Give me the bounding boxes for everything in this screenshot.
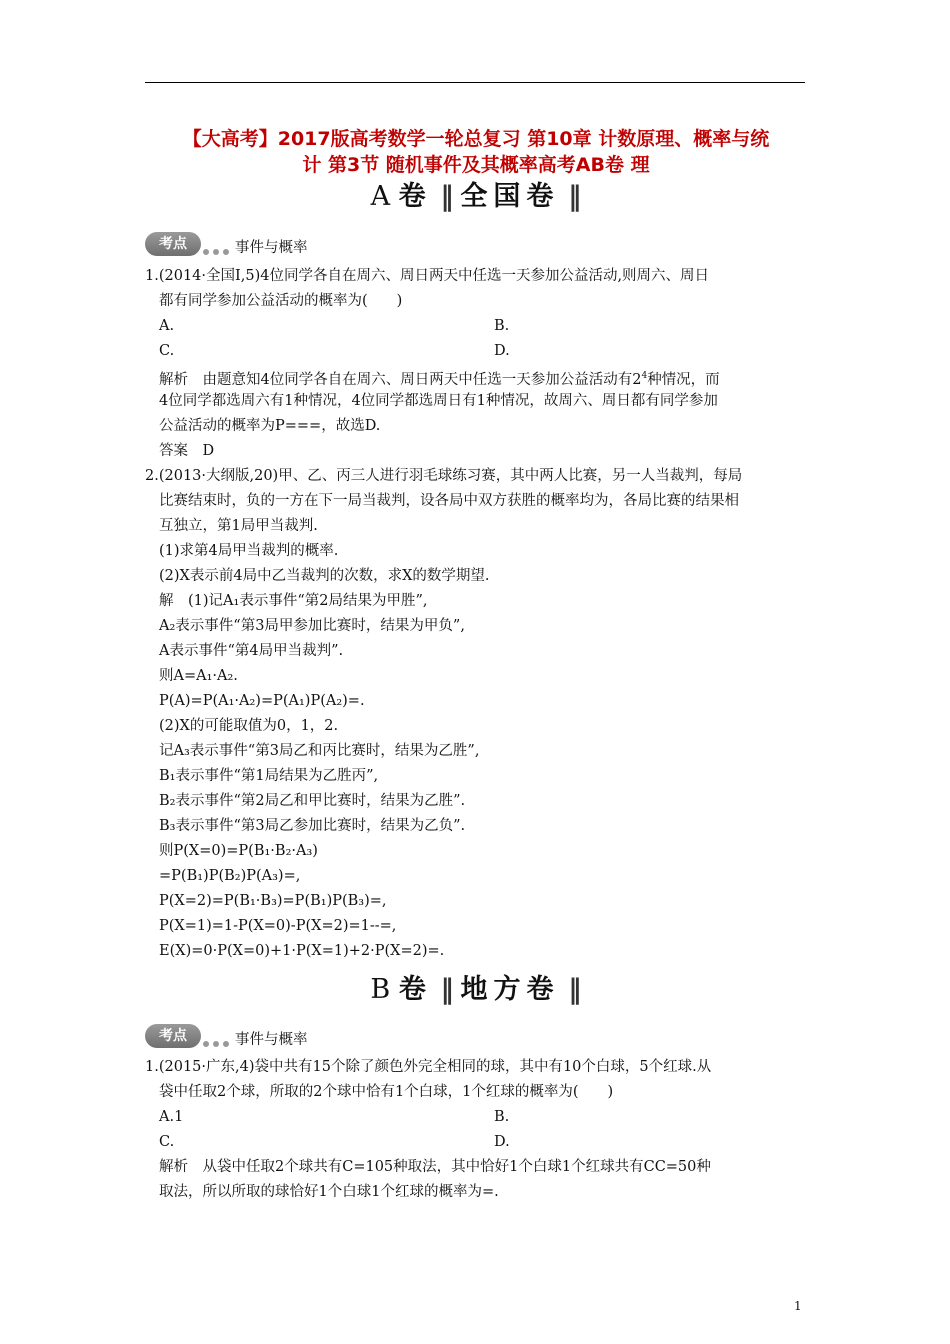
a2-line8: A表示事件“第4局甲当裁判”. bbox=[159, 643, 344, 659]
section-b-letter: B bbox=[370, 974, 391, 1005]
section-b-juan: 卷 bbox=[398, 974, 432, 1005]
a2-line12: 记A₃表示事件“第3局乙和丙比赛时，结果为乙胜”, bbox=[159, 743, 480, 759]
a2-line20: E(X)=0·P(X=0)+1·P(X=1)+2·P(X=2)=. bbox=[159, 943, 445, 959]
kaodian-topic: 事件与概率 bbox=[235, 1032, 308, 1048]
section-a-name: 全国卷 bbox=[460, 181, 560, 212]
a1-option-b: B. bbox=[494, 318, 510, 334]
section-b-name: 地方卷 bbox=[460, 974, 560, 1005]
kaodian-badge: 考点 bbox=[145, 1024, 201, 1048]
b1-option-b: B. bbox=[494, 1109, 510, 1125]
a2-line2: 比赛结束时，负的一方在下一局当裁判，设各局中双方获胜的概率均为，各局比赛的结果相 bbox=[159, 493, 739, 509]
page-number: 1 bbox=[794, 1299, 802, 1313]
a1-option-a: A. bbox=[159, 318, 175, 334]
a1-analysis-sup: 4 bbox=[641, 371, 648, 381]
b1-analysis-line2: 取法，所以所取的球恰好1个白球1个红球的概率为=. bbox=[159, 1184, 499, 1200]
a1-analysis-text: 解析 由题意知4位同学各自在周六、周日两天中任选一天参加公益活动有2 bbox=[159, 372, 642, 388]
a2-line18: P(X=2)=P(B₁·B₃)=P(B₁)P(B₃)=, bbox=[159, 893, 387, 909]
divider-bars-icon: ‖ bbox=[568, 974, 580, 1005]
a2-line19: P(X=1)=1-P(X=0)-P(X=2)=1--=, bbox=[159, 918, 397, 934]
a2-line1: 2.(2013·大纲版,20)甲、乙、丙三人进行羽毛球练习赛，其中两人比赛，另一人当裁判，每局 bbox=[145, 468, 743, 484]
document-title bbox=[145, 126, 807, 178]
kaodian-topic: 事件与概率 bbox=[235, 240, 308, 256]
a2-line11: (2)X的可能取值为0，1，2. bbox=[159, 718, 339, 734]
b1-option-d: D. bbox=[494, 1134, 510, 1150]
header-rule bbox=[145, 82, 805, 83]
kaodian-badge: 考点 bbox=[145, 232, 201, 256]
b1-stem-line1: 1.(2015·广东,4)袋中共有15个除了颜色外完全相同的球，其中有10个白球，5个红球.从 bbox=[145, 1059, 712, 1075]
a2-line10: P(A)=P(A₁·A₂)=P(A₁)P(A₂)=. bbox=[159, 693, 365, 709]
b1-stem-line2: 袋中任取2个球，所取的2个球中恰有1个白球，1个红球的概率为( ) bbox=[159, 1084, 614, 1100]
b1-option-c: C. bbox=[159, 1134, 175, 1150]
b1-option-a: A.1 bbox=[159, 1109, 184, 1125]
a2-line6: 解 (1)记A₁表示事件“第2局结果为甲胜”, bbox=[159, 593, 428, 609]
a2-line15: B₃表示事件“第3局乙参加比赛时，结果为乙负”. bbox=[159, 818, 466, 834]
a2-line14: B₂表示事件“第2局乙和甲比赛时，结果为乙胜”. bbox=[159, 793, 466, 809]
a1-analysis-line1 bbox=[159, 366, 720, 390]
a1-option-d: D. bbox=[494, 343, 510, 359]
a2-line16: 则P(X=0)=P(B₁·B₂·A₃) bbox=[159, 843, 318, 859]
divider-bars-icon: ‖ bbox=[440, 181, 452, 212]
a1-analysis-line2: 4位同学都选周六有1种情况，4位同学都选周日有1种情况，故周六、周日都有同学参加 bbox=[159, 393, 718, 409]
a2-line5: (2)X表示前4局中乙当裁判的次数，求X的数学期望. bbox=[159, 568, 490, 584]
b1-analysis-line1: 解析 从袋中任取2个球共有C=105种取法，其中恰好1个白球1个红球共有CC=50种 bbox=[159, 1159, 711, 1175]
a2-line7: A₂表示事件“第3局甲参加比赛时，结果为甲负”, bbox=[159, 618, 465, 634]
a2-line3: 互独立，第1局甲当裁判. bbox=[159, 518, 318, 534]
section-a-heading bbox=[145, 177, 805, 217]
section-a-letter: A bbox=[370, 181, 391, 212]
a1-stem-line1: 1.(2014·全国Ⅰ,5)4位同学各自在周六、周日两天中任选一天参加公益活动,则周六、周日 bbox=[145, 268, 710, 284]
a1-stem-line2: 都有同学参加公益活动的概率为( ) bbox=[159, 293, 403, 309]
a1-answer: 答案 D bbox=[159, 443, 215, 459]
a2-line4: (1)求第4局甲当裁判的概率. bbox=[159, 543, 339, 559]
divider-bars-icon: ‖ bbox=[567, 181, 580, 212]
dots-icon bbox=[203, 240, 233, 250]
title-line-1: 【大高考】2017版高考数学一轮总复习 第10章 计数原理、概率与统 bbox=[182, 128, 770, 150]
section-b-heading bbox=[145, 970, 805, 1010]
divider-bars-icon: ‖ bbox=[440, 974, 452, 1005]
a2-line9: 则A=A₁·A₂. bbox=[159, 668, 238, 684]
a1-option-c: C. bbox=[159, 343, 175, 359]
title-line-2: 计 第3节 随机事件及其概率高考AB卷 理 bbox=[302, 154, 650, 176]
section-a-juan: 卷 bbox=[398, 181, 432, 212]
a1-analysis-line3: 公益活动的概率为P===，故选D. bbox=[159, 418, 381, 434]
a1-analysis-text2: 种情况，而 bbox=[647, 372, 720, 388]
a2-line13: B₁表示事件“第1局结果为乙胜丙”, bbox=[159, 768, 379, 784]
dots-icon bbox=[203, 1032, 233, 1042]
a2-line17: =P(B₁)P(B₂)P(A₃)=, bbox=[159, 868, 301, 884]
